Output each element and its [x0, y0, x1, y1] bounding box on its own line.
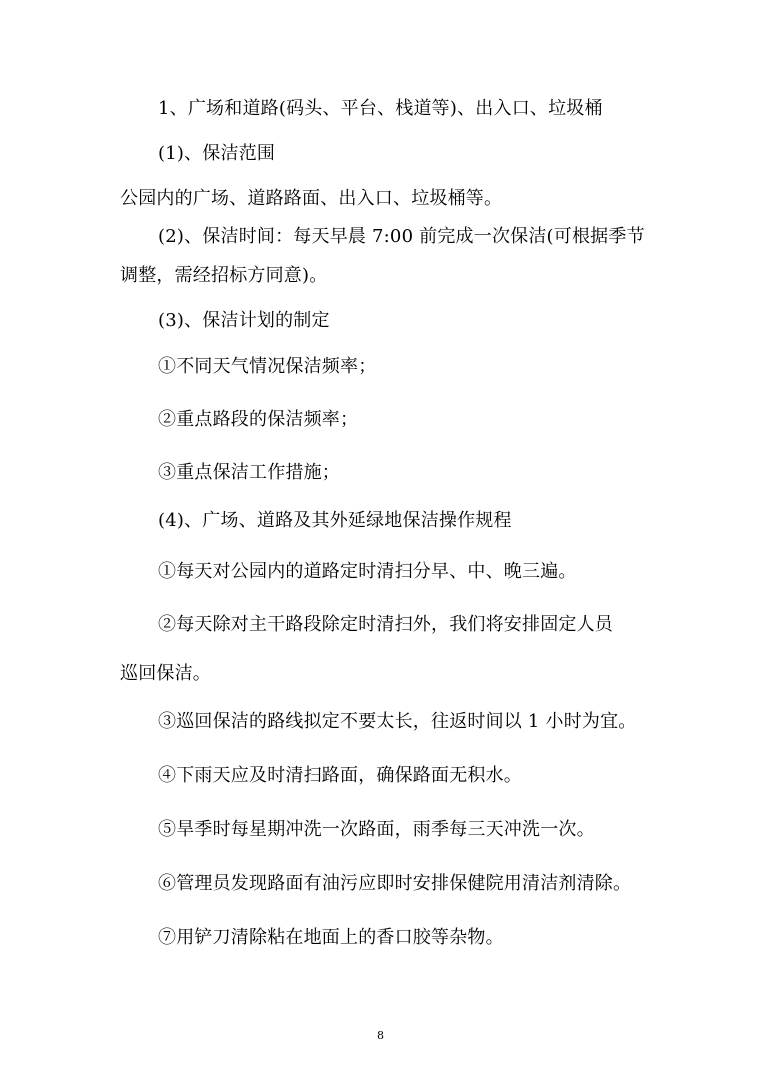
scope-text: 公园内的广场、道路路面、出入口、垃圾桶等。 — [120, 188, 503, 209]
procedure-item-7: ⑦用铲刀清除粘在地面上的香口胶等杂物。 — [158, 927, 504, 948]
scope-title: (1)、保洁范围 — [158, 143, 276, 164]
plan-item-3: ③重点保洁工作措施； — [158, 462, 340, 483]
plan-item-2: ②重点路段的保洁频率； — [158, 409, 359, 430]
procedure-item-1: ①每天对公园内的道路定时清扫分早、中、晚三遍。 — [158, 561, 577, 582]
plan-item-1: ①不同天气情况保洁频率； — [158, 356, 377, 377]
plan-title: (3)、保洁计划的制定 — [158, 310, 330, 331]
procedure-item-6: ⑥管理员发现路面有油污应即时安排保健院用清洁剂清除。 — [158, 873, 632, 894]
procedure-item-4: ④下雨天应及时清扫路面，确保路面无积水。 — [158, 765, 522, 786]
section-heading: 1、广场和道路(码头、平台、栈道等)、出入口、垃圾桶 — [158, 98, 603, 119]
time-text-line1: (2)、保洁时间：每天早晨 7:00 前完成一次保洁(可根据季节 — [158, 226, 645, 247]
page-number: 8 — [377, 1029, 384, 1042]
time-text-line2: 调整，需经招标方同意)。 — [120, 265, 328, 286]
procedure-item-2-line2: 巡回保洁。 — [120, 663, 211, 684]
procedure-item-2-line1: ②每天除对主干路段除定时清扫外，我们将安排固定人员 — [158, 614, 613, 635]
procedure-item-5: ⑤旱季时每星期冲洗一次路面，雨季每三天冲洗一次。 — [158, 819, 595, 840]
procedure-title: (4)、广场、道路及其外延绿地保洁操作规程 — [158, 510, 512, 531]
procedure-item-3: ③巡回保洁的路线拟定不要太长，往返时间以 1 小时为宜。 — [158, 711, 637, 732]
